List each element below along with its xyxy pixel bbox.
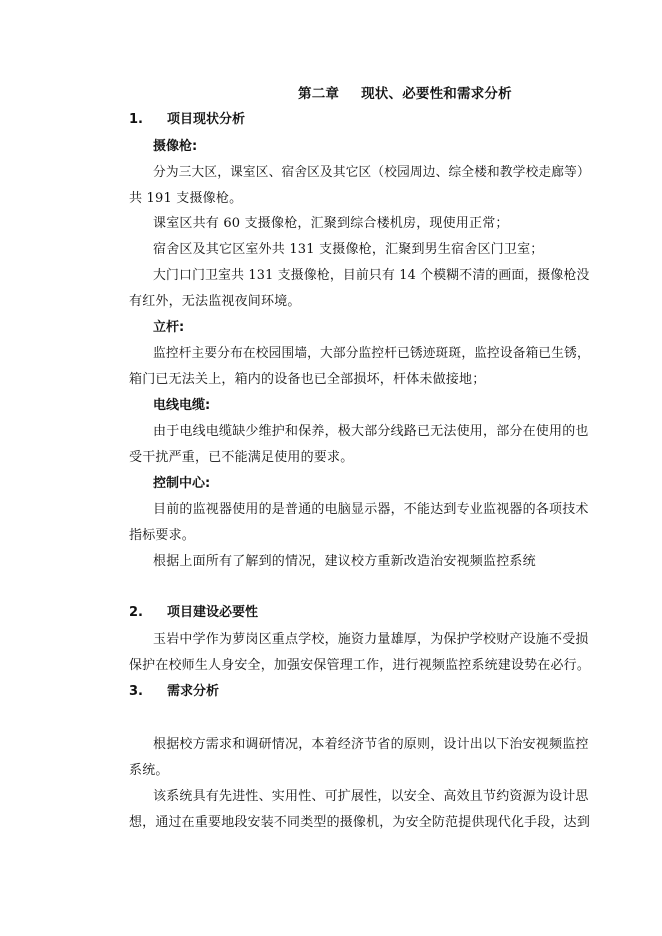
cameras-paragraph-4-line-1: 大门口门卫室共 131 支摄像枪，目前只有 14 个模糊不清的画面，摄像枪没 <box>153 268 590 283</box>
poles-paragraph-line-1: 监控杆主要分布在校园围墙，大部分监控杆已锈迹斑斑，监控设备箱已生锈， <box>153 346 590 361</box>
chapter-name: 现状、必要性和需求分析 <box>361 86 512 102</box>
poles-heading: 立杆: <box>153 320 185 335</box>
section-2-number: 2. <box>129 605 143 620</box>
cameras-paragraph-1-line-1: 分为三大区，课室区、宿舍区及其它区（校园周边、综全楼和教学校走廊等） <box>153 165 590 180</box>
conclusion-paragraph: 根据上面所有了解到的情况，建议校方重新改造治安视频监控系统 <box>153 554 536 569</box>
cameras-heading: 摄像枪: <box>153 139 198 154</box>
poles-paragraph-line-2: 箱门已无法关上，箱内的设备也已全部损坏，杆体未做接地； <box>129 372 486 387</box>
necessity-paragraph-line-1: 玉岩中学作为萝岗区重点学校，施资力量雄厚，为保护学校财产设施不受损 <box>153 632 589 647</box>
control-paragraph-line-2: 指标要求。 <box>129 528 196 543</box>
chapter-title <box>298 86 512 102</box>
control-center-heading: 控制中心: <box>153 476 211 491</box>
requirements-paragraph-1-line-1: 根据校方需求和调研情况，本着经济节省的原则，设计出以下治安视频监控 <box>153 737 589 752</box>
cameras-paragraph-1-line-2: 共 191 支摄像枪。 <box>129 191 243 206</box>
section-1-number: 1. <box>129 112 143 127</box>
chapter-number: 第二章 <box>298 86 340 102</box>
cameras-paragraph-2: 课室区共有 60 支摄像枪，汇聚到综合楼机房，现使用正常； <box>153 216 509 231</box>
requirements-paragraph-2-line-1: 该系统具有先进性、实用性、可扩展性，以安全、高效且节约资源为设计思 <box>153 789 589 804</box>
cables-paragraph-line-2: 受干扰严重，已不能满足使用的要求。 <box>129 450 354 465</box>
requirements-paragraph-1-line-2: 系统。 <box>129 763 169 778</box>
cameras-paragraph-4-line-2: 有红外，无法监视夜间环境。 <box>129 294 301 309</box>
section-3-title: 需求分析 <box>167 684 220 699</box>
control-paragraph-line-1: 目前的监视器使用的是普通的电脑显示器，不能达到专业监视器的各项技术 <box>153 502 589 517</box>
cables-paragraph-line-1: 由于电线电缆缺少维护和保养，极大部分线路已无法使用，部分在使用的也 <box>153 424 589 439</box>
necessity-paragraph-line-2: 保护在校师生人身安全，加强安保管理工作，进行视频监控系统建设势在必行。 <box>129 658 590 673</box>
section-2-title: 项目建设必要性 <box>167 605 259 620</box>
requirements-paragraph-2-line-2: 想，通过在重要地段安装不同类型的摄像机，为安全防范提供现代化手段，达到 <box>129 815 590 830</box>
section-3-number: 3. <box>129 684 143 699</box>
cables-heading: 电线电缆: <box>153 398 211 413</box>
section-1-title: 项目现状分析 <box>167 112 246 127</box>
cameras-paragraph-3: 宿舍区及其它区室外共 131 支摄像枪，汇聚到男生宿舍区门卫室； <box>153 242 544 257</box>
